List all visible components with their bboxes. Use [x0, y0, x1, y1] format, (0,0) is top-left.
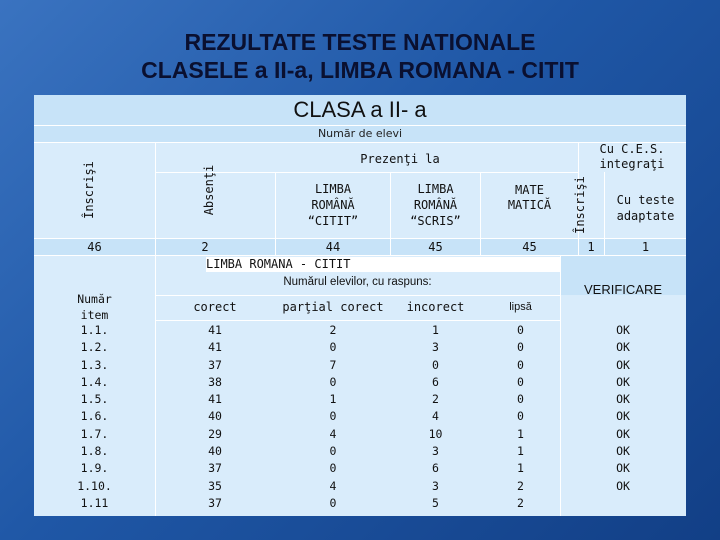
missing-cell: 1 — [517, 461, 524, 476]
correct-cell: 40 — [208, 444, 222, 459]
correct-cell: 37 — [208, 461, 222, 476]
items-cell: 1.4. — [80, 374, 109, 389]
incorrect-cell: 2 — [432, 392, 439, 407]
items-cell: 1.11 — [80, 495, 109, 510]
correct-cell: 29 — [208, 426, 222, 441]
missing-cell: 0 — [517, 409, 524, 424]
missing-cell: 2 — [517, 495, 524, 510]
partial-cell: 2 — [329, 323, 337, 337]
verify-cell: OK — [616, 444, 630, 459]
partial-cell: 0 — [329, 409, 337, 424]
missing-cell: 1 — [517, 444, 524, 459]
items-cell: 1.9. — [80, 461, 109, 476]
missing-cell: 0 — [517, 374, 524, 389]
partial-cell: 0 — [329, 374, 337, 389]
adapted-tests-label: Cu teste adaptate — [616, 193, 675, 223]
verify-cell: OK — [616, 426, 630, 441]
partial-cell: 1 — [329, 392, 337, 407]
answers-header: Numărul elevilor, cu raspuns: — [283, 276, 432, 288]
partial-cell: 0 — [329, 340, 337, 355]
incorrect-column — [391, 322, 480, 512]
verify-cell: OK — [616, 478, 630, 493]
verify-cell: OK — [616, 392, 630, 407]
partial-cell: 4 — [329, 426, 337, 441]
col-missing: lipsă — [509, 301, 532, 313]
absent-label: Absenţi — [202, 164, 216, 216]
title-line-1: REZULTATE TESTE NATIONALE — [184, 29, 536, 55]
correct-cell: 41 — [208, 323, 222, 337]
incorrect-cell: 3 — [432, 340, 439, 355]
subject-matematica: MATE MATICĂ — [507, 183, 552, 212]
ces-label: Cu C.E.S. integraţi — [599, 142, 665, 171]
subject-scris: LIMBA ROMÂNĂ “SCRIS” — [410, 182, 461, 228]
citit-count: 44 — [325, 240, 341, 254]
partial-cell: 7 — [329, 357, 337, 372]
items-cell: 1.10. — [77, 478, 112, 493]
class-header: CLASA a II- a — [34, 95, 686, 125]
items-cell: 1.5. — [80, 392, 109, 407]
verify-header: VERIFICARE — [583, 282, 662, 297]
correct-cell: 41 — [208, 392, 222, 407]
missing-cell: 1 — [517, 426, 524, 441]
divider — [155, 320, 560, 321]
section-title: LIMBA ROMANA - CITIT — [206, 257, 560, 272]
missing-cell: 0 — [517, 323, 524, 337]
absent-count: 2 — [201, 240, 209, 254]
col-partial: parţial corect — [282, 300, 384, 314]
incorrect-cell: 1 — [432, 323, 439, 337]
items-cell: 1.8. — [80, 444, 109, 459]
page-title — [0, 28, 720, 84]
missing-cell: 0 — [517, 392, 524, 407]
item-header: Număr item — [77, 292, 112, 322]
enrolled-label: Înscrişi — [82, 161, 96, 219]
verify-cell: OK — [616, 323, 630, 337]
verify-cell: OK — [616, 357, 630, 372]
items-cell: 1.3. — [80, 357, 109, 372]
incorrect-cell: 6 — [432, 374, 439, 389]
incorrect-cell: 4 — [432, 409, 439, 424]
correct-cell: 40 — [208, 409, 222, 424]
partial-cell: 0 — [329, 495, 337, 510]
verify-cell: OK — [616, 461, 630, 476]
ces-adapted-count: 1 — [641, 240, 650, 254]
col-correct: corect — [193, 300, 237, 314]
partial-cell: 0 — [329, 444, 337, 459]
correct-cell: 35 — [208, 478, 222, 493]
missing-cell: 0 — [517, 340, 524, 355]
correct-cell: 41 — [208, 340, 222, 355]
missing-column — [481, 322, 560, 512]
matematica-count: 45 — [522, 240, 537, 254]
divider — [34, 125, 686, 126]
enrolled-count: 46 — [87, 240, 102, 254]
incorrect-cell: 3 — [432, 478, 439, 493]
incorrect-cell: 5 — [432, 495, 439, 510]
item-column — [34, 322, 155, 512]
incorrect-cell: 3 — [432, 444, 439, 459]
items-cell: 1.7. — [80, 426, 109, 441]
divider — [34, 255, 686, 256]
correct-cell: 38 — [208, 374, 222, 389]
items-cell: 1.1. — [80, 323, 109, 337]
verify-cell: OK — [616, 374, 630, 389]
verify-column — [560, 322, 686, 495]
divider — [155, 172, 578, 173]
ces-enrolled-label: Înscrişi — [573, 176, 587, 234]
verify-cell: OK — [616, 340, 630, 355]
correct-cell: 37 — [208, 357, 222, 372]
scris-count: 45 — [428, 240, 443, 254]
divider — [155, 295, 560, 296]
partial-cell: 4 — [329, 478, 337, 493]
items-cell: 1.6. — [80, 409, 109, 424]
present-label: Prezenţi la — [360, 152, 440, 166]
partial-cell: 0 — [329, 461, 337, 476]
incorrect-cell: 6 — [432, 461, 439, 476]
missing-cell: 0 — [517, 357, 524, 372]
students-header: Număr de elevi — [34, 125, 686, 142]
correct-cell: 37 — [208, 495, 222, 510]
subject-citit: LIMBA ROMÂNĂ “CITIT” — [307, 182, 359, 228]
missing-cell: 2 — [517, 478, 524, 493]
ces-enrolled-count: 1 — [587, 240, 595, 254]
verify-cell: OK — [616, 409, 630, 424]
title-line-2: CLASELE a II-a, LIMBA ROMANA - CITIT — [141, 57, 579, 83]
partial-column — [276, 322, 390, 512]
incorrect-cell: 10 — [428, 426, 443, 441]
col-incorrect: incorect — [406, 300, 465, 314]
correct-column — [155, 322, 275, 512]
incorrect-cell: 0 — [432, 357, 439, 372]
items-cell: 1.2. — [80, 340, 109, 355]
